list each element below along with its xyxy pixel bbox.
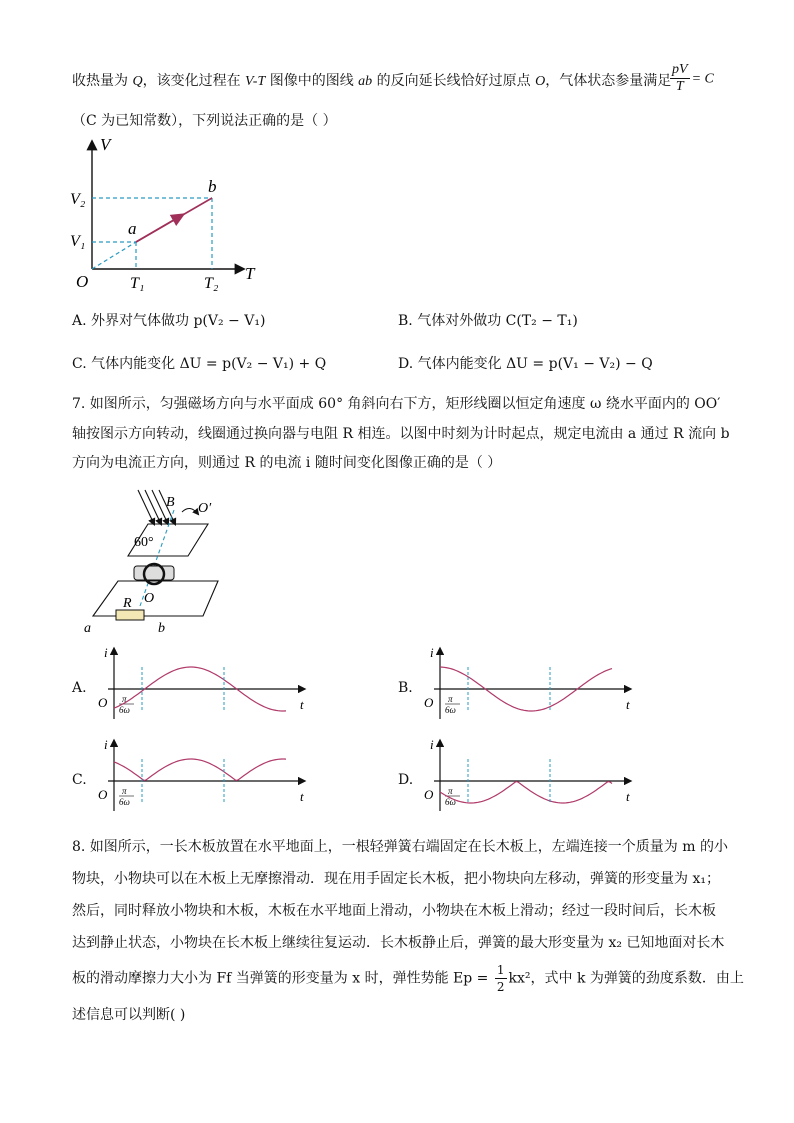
q7-option-a-label[interactable]: A. [72,680,87,696]
q6-fraction-pv-t [668,62,714,95]
q6-text: 收热量为 [72,73,128,89]
label-i: i [104,645,108,660]
label-o-prime: O′ [198,501,212,516]
label-a: a [128,219,137,238]
q8-stem-line1: 8. 如图所示，一长木板放置在水平地面上，一根轻弹簧右端固定在长木板上，左端连接一个质量为 m 的小 [72,839,728,855]
q6-text: ，该变化过程在 [142,73,241,89]
q6-option-a[interactable]: A. 外界对气体做功 p(V₂ − V₁) [72,313,266,329]
q8-stem-line4: 达到静止状态，小物块在长木板上继续往复运动．长木板静止后，弹簧的最大形变量为 x₂ 已知地面对长木 [72,935,725,951]
label-origin: O [98,787,108,802]
commutator [134,566,174,580]
q8-stem-line6: 述信息可以判断( ) [72,1007,186,1023]
label-t: t [626,789,630,804]
q6-text: ，气体状态参量满足 [545,73,672,89]
label-60-deg: 60° [134,535,154,550]
frac-denominator: T [675,79,684,94]
label-origin: O [98,695,108,710]
arrow-ab [136,214,184,242]
q6-option-d[interactable]: D. 气体内能变化 ΔU = p(V₁ − V₂) − Q [398,356,653,372]
label-b-field: B [166,495,175,510]
label-t1: T₁ [130,275,145,292]
q6-stem-line1 [72,70,671,90]
label-v1: V₁ [70,233,86,250]
q8-stem-line3: 然后，同时释放小物块和木板，木板在水平地面上滑动，小物块在木板上滑动；经过一段时间后，长木板 [72,903,716,919]
q7-generator-figure [78,486,238,636]
tick-pi: π [122,786,127,796]
q8-text: kx²，式中 k 为弹簧的劲度系数．由上 [508,970,744,987]
label-r: R [123,596,132,611]
q8-stem-line2: 物块，小物块可以在木板上无摩擦滑动．现在用手固定长木板，把小物块向左移动，弹簧的形变量为 x₁； [72,871,720,887]
frac-numerator: 1 [496,963,505,977]
label-a-terminal: a [84,621,91,636]
q6-var-q: Q [132,74,143,89]
tick-pi: π [448,786,453,796]
label-t: t [626,697,630,712]
q6-text: 图像中的图线 [269,73,354,89]
label-t: T [245,264,255,283]
label-t: t [300,697,304,712]
q6-var-o: O [535,74,546,89]
q6-option-b[interactable]: B. 气体对外做功 C(T₂ − T₁) [398,313,578,329]
q7-graph-c[interactable] [92,737,312,817]
q6-option-c[interactable]: C. 气体内能变化 ΔU = p(V₂ − V₁) + Q [72,356,327,372]
q6-var-vt: V-T [245,74,266,89]
q6-text: 的反向延长线恰好过原点 [376,73,531,89]
q6-vt-graph [68,136,268,301]
label-origin: O [424,695,434,710]
q7-graph-b[interactable] [418,645,648,725]
label-i: i [104,737,108,752]
current-curve [440,782,612,804]
label-b-terminal: b [158,621,165,636]
frac-denominator: 2 [496,980,505,994]
label-v: V [100,136,111,154]
extension-line [92,242,136,269]
circuit-frame [93,581,218,616]
q8-text: 板的滑动摩擦力大小为 Ff 当弹簧的形变量为 x 时，弹性势能 Ep = [72,970,489,987]
tick-pi: π [448,694,453,704]
label-i: i [430,737,434,752]
q7-option-d-label[interactable]: D. [398,772,414,788]
frac-rhs: = C [691,71,714,87]
tick-6omega: 6ω [119,705,130,715]
tick-pi: π [122,694,127,704]
label-o: O [144,591,155,606]
q6-stem-line2: （C 为已知常数），下列说法正确的是（ ） [72,113,337,129]
q7-option-c-label[interactable]: C. [72,772,87,788]
label-v2: V₂ [70,191,86,208]
half-fraction [495,962,507,995]
q7-graph-d[interactable] [418,737,648,817]
frac-numerator: pV [672,62,688,77]
resistor [116,610,144,620]
rotation-arrow [182,508,198,514]
q7-graph-a[interactable] [92,645,312,725]
label-origin: O [76,272,89,291]
q7-stem-line3: 方向为电流正方向，则通过 R 的电流 i 随时间变化图像正确的是（ ） [72,455,502,471]
q7-stem-line1: 7. 如图所示，匀强磁场方向与水平面成 60° 角斜向右下方，矩形线圈以恒定角速度 ω 绕水平面内的 OO′ [72,396,721,412]
tick-6omega: 6ω [119,797,130,807]
current-curve [114,759,286,781]
label-t: t [300,789,304,804]
q7-stem-line2: 轴按图示方向转动，线圈通过换向器与电阻 R 相连。以图中时刻为计时起点，规定电流由 a 通过 R 流向 b [72,426,730,442]
q8-stem-line5 [72,962,744,995]
label-t2: T₂ [204,275,219,292]
label-i: i [430,645,434,660]
q6-var-ab: ab [358,74,373,89]
tick-6omega: 6ω [445,705,456,715]
label-b: b [208,177,217,196]
q7-option-b-label[interactable]: B. [398,680,413,696]
pv-over-t [670,62,690,95]
tick-6omega: 6ω [445,797,456,807]
label-origin: O [424,787,434,802]
